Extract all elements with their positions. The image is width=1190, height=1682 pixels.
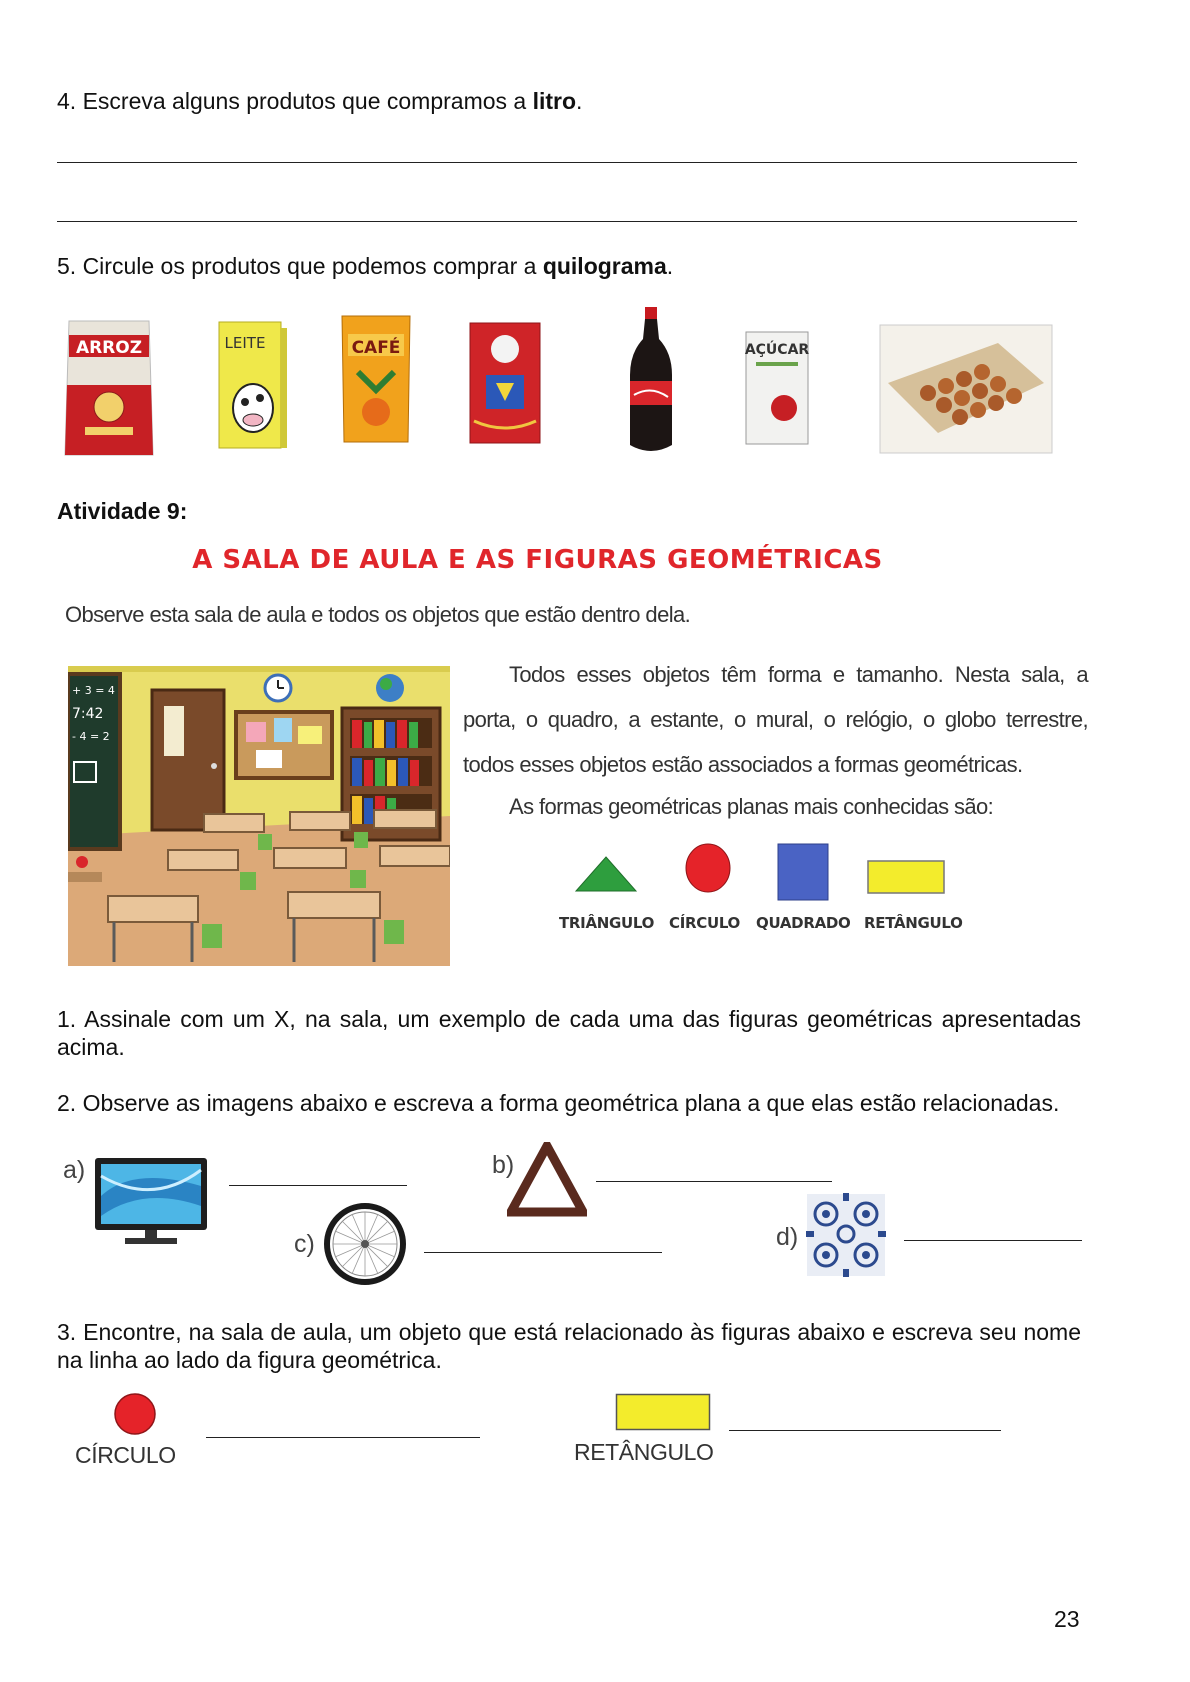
answer-line-circle[interactable] xyxy=(206,1437,480,1438)
activity-label: Atividade 9: xyxy=(57,498,188,524)
answer-line-1[interactable] xyxy=(57,162,1077,163)
label-c: c) xyxy=(294,1230,315,1258)
tile-pattern-image[interactable] xyxy=(806,1193,886,1277)
rice-package-image[interactable] xyxy=(63,315,155,461)
egg-carton-image[interactable] xyxy=(878,323,1054,455)
coffee-label: CAFÉ xyxy=(351,338,401,358)
board-line-3: - 4 = 2 xyxy=(72,730,110,743)
answer-line-b[interactable] xyxy=(596,1181,832,1182)
activity-title: A SALA DE AULA E AS FIGURAS GEOMÉTRICAS xyxy=(192,545,883,575)
ex3-circle-label: CÍRCULO xyxy=(75,1442,176,1468)
green-triangle-shape xyxy=(574,855,638,893)
warning-triangle-image[interactable] xyxy=(507,1142,587,1218)
sugar-label: AÇÚCAR xyxy=(744,342,810,358)
ex3-yellow-rectangle-shape xyxy=(615,1393,711,1431)
label-retangulo: RETÂNGULO xyxy=(864,914,963,932)
answer-line-d[interactable] xyxy=(904,1240,1082,1241)
board-line-2: 7:42 xyxy=(72,706,104,722)
answer-line-rectangle[interactable] xyxy=(729,1430,1001,1431)
label-circulo: CÍRCULO xyxy=(669,914,741,932)
answer-line-c[interactable] xyxy=(424,1252,662,1253)
milk-label: LEITE xyxy=(224,334,266,352)
yellow-rectangle-shape xyxy=(867,860,945,894)
soda-bottle-image[interactable] xyxy=(626,305,676,457)
exercise-1: 1. Assinale com um X, na sala, um exemplo de cada uma das figuras geométricas apresentadas acima. xyxy=(57,1006,1081,1060)
classroom-illustration[interactable] xyxy=(68,666,450,966)
label-b: b) xyxy=(492,1151,515,1179)
pasta-package-image[interactable] xyxy=(466,319,544,447)
page-number: 23 xyxy=(1054,1606,1080,1632)
exercise-2: 2. Observe as imagens abaixo e escreva a forma geométrica plana a que elas estão relacionadas. xyxy=(57,1090,1060,1116)
activity-intro: Observe esta sala de aula e todos os objetos que estão dentro dela. xyxy=(65,602,691,627)
board-line-1: + 3 = 4 xyxy=(72,684,115,697)
answer-line-a[interactable] xyxy=(229,1185,407,1186)
bicycle-wheel-image[interactable] xyxy=(322,1201,408,1287)
sugar-package-image[interactable] xyxy=(742,328,812,448)
rice-label: ARROZ xyxy=(75,338,143,358)
answer-line-2[interactable] xyxy=(57,221,1077,222)
ex3-red-circle-shape xyxy=(112,1391,158,1437)
question-4: 4. Escreva alguns produtos que compramos a litro. xyxy=(57,88,583,114)
shapes-intro: As formas geométricas planas mais conhecidas são: xyxy=(509,794,994,819)
ex3-rect-label: RETÂNGULO xyxy=(574,1439,714,1465)
label-triangulo: TRIÂNGULO xyxy=(559,914,655,932)
label-d: d) xyxy=(776,1223,799,1251)
red-circle-shape xyxy=(684,842,732,894)
activity-paragraph: Todos esses objetos têm forma e tamanho. Nesta sala, a porta, o quadro, a estante, o mural, o relógio, o globo terrestre, todos esses objetos estão associados a formas geométricas. xyxy=(463,662,1088,777)
coffee-package-image[interactable] xyxy=(338,312,414,446)
milk-carton-image[interactable] xyxy=(215,318,289,452)
label-a: a) xyxy=(63,1156,86,1184)
question-5: 5. Circule os produtos que podemos comprar a quilograma. xyxy=(57,253,674,279)
blue-square-shape xyxy=(777,843,829,901)
label-quadrado: QUADRADO xyxy=(756,914,851,932)
exercise-3: 3. Encontre, na sala de aula, um objeto que está relacionado às figuras abaixo e escreva seu nome na linha ao lado da figura geométrica. xyxy=(57,1319,1081,1373)
tv-monitor-image[interactable] xyxy=(93,1156,209,1248)
